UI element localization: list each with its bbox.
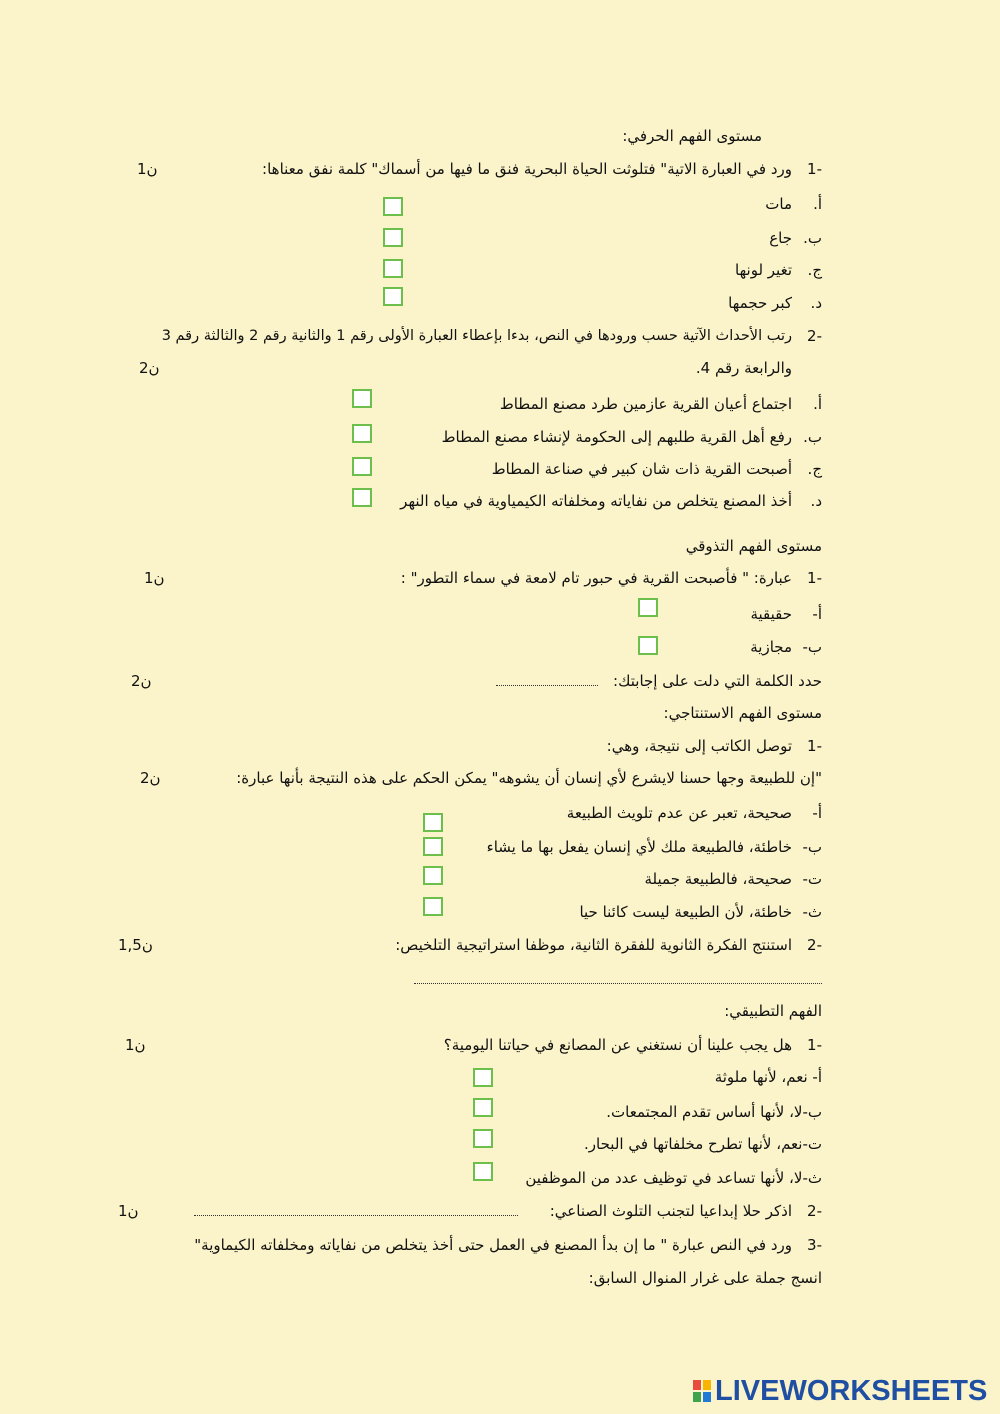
s4-q1-option-text: أ- نعم، لأنها ملوثة [714,1068,822,1086]
q1-number: -1 [807,160,822,178]
liveworksheets-logo [693,1376,993,1406]
q2-option-text: اجتماع أعيان القرية عازمين طرد مصنع المطاط [499,395,792,413]
section-heading-literal: مستوى الفهم الحرفي: [622,127,762,145]
s4-q1-points: 1ن [125,1036,146,1054]
s4-q1-option-text: ت-نعم، لأنها تطرح مخلفاتها في البحار. [584,1135,822,1153]
q2-text: رتب الأحداث الآتية حسب ورودها في النص، بدءا بإعطاء العبارة الأولى رقم 1 والثانية رقم 2 والثالثة رقم 3 [161,328,792,344]
s3-q1-points: 2ن [140,769,161,787]
s4-q1-number: -1 [807,1036,822,1054]
s4-q3-instruction: انسج جملة على غرار المنوال السابق: [588,1269,822,1287]
s2-q1-option-a-checkbox[interactable] [638,598,658,617]
s3-q2-text: استنتج الفكرة الثانوية للفقرة الثانية، موظفا استراتيجية التلخيص: [395,936,792,954]
s4-q2-answer-line[interactable] [194,1215,518,1216]
q2-option-letter: أ. [813,395,822,413]
s3-q1-quote: "إن للطبيعة وجها حسنا لايشرع لأي إنسان أن يشوهه" يمكن الحكم على هذه النتيجة بأنها عبارة: [236,769,822,787]
s3-q1-option-text: صحيحة، تعبر عن عدم تلويث الطبيعة [566,804,792,822]
q2-points: 2ن [139,359,160,377]
brand-name: LIVEWORKSHEETS [715,1375,988,1407]
q1-option-c-checkbox[interactable] [383,259,403,278]
s2-q1-option-letter: ب- [802,638,822,656]
s3-q2-number: -2 [807,936,822,954]
s4-q1-option-text: ب-لا، لأنها أساس تقدم المجتمعات. [606,1103,822,1121]
s4-q1-option-d-checkbox[interactable] [473,1162,493,1181]
q1-option-d-checkbox[interactable] [383,287,403,306]
section-heading-applied: الفهم التطبيقي: [724,1002,822,1020]
s3-q1-option-c-checkbox[interactable] [423,866,443,885]
s4-q1-option-c-checkbox[interactable] [473,1129,493,1148]
q1-option-letter: د. [810,294,822,312]
s2-q1-option-b-checkbox[interactable] [638,636,658,655]
s4-q2-text: اذكر حلا إبداعيا لتجنب التلوث الصناعي: [549,1202,792,1220]
s2-q1-points: 1ن [144,569,165,587]
q1-option-letter: ب. [803,229,822,247]
q1-option-b-checkbox[interactable] [383,228,403,247]
s3-q2-points: 1,5ن [118,936,153,954]
s3-q1-option-text: صحيحة، فالطبيعة جميلة [644,870,792,888]
q2-option-letter: ب. [803,428,822,446]
s4-q1-option-b-checkbox[interactable] [473,1098,493,1117]
s3-q1-option-text: خاطئة، لأن الطبيعة ليست كائنا حيا [579,903,792,921]
s3-q1-option-letter: أ- [812,804,822,822]
section-heading-inferential: مستوى الفهم الاستنتاجي: [663,704,822,722]
q1-option-text: تغير لونها [735,261,792,279]
q1-option-text: مات [765,195,792,213]
s3-q1-option-text: خاطئة، فالطبيعة ملك لأي إنسان يفعل بها ما يشاء [486,838,792,856]
q2-option-text: أصبحت القرية ذات شان كبير في صناعة المطاط [491,460,792,478]
s4-q1-text: هل يجب علينا أن نستغني عن المصانع في حياتنا اليومية؟ [443,1036,792,1054]
q1-option-letter: أ. [813,195,822,213]
s4-q1-option-a-checkbox[interactable] [473,1068,493,1087]
s2-q2-points: 2ن [131,672,152,690]
s3-q1-option-a-checkbox[interactable] [423,813,443,832]
s2-q1-option-text: حقيقية [750,605,792,623]
s3-q1-option-letter: ب- [802,838,822,856]
s3-q1-option-letter: ث- [802,903,822,921]
s4-q3-number: -3 [807,1236,822,1254]
s2-q2-text: حدد الكلمة التي دلت على إجابتك: [613,672,822,690]
q2-option-text: رفع أهل القرية طلبهم إلى الحكومة لإنشاء مصنع المطاط [441,428,792,446]
s4-q2-points: 1ن [118,1202,139,1220]
s4-q3-text: ورد في النص عبارة " ما إن بدأ المصنع في العمل حتى أخذ يتخلص من نفاياته ومخلفاته الكيماوية" [194,1236,792,1254]
q1-points: 1ن [137,160,158,178]
section-heading-aesthetic: مستوى الفهم التذوقي [685,537,822,555]
s4-q1-option-text: ث-لا، لأنها تساعد في توظيف عدد من الموظفين [525,1169,822,1187]
q2-option-letter: ج. [807,460,822,478]
s2-q2-answer-line[interactable] [496,685,598,686]
q2-option-c-checkbox[interactable] [352,457,372,476]
s3-q1-option-b-checkbox[interactable] [423,837,443,856]
q2-text-continued: والرابعة رقم 4. [695,359,792,377]
s2-q1-option-letter: أ- [812,605,822,623]
s3-q2-answer-line[interactable] [414,983,822,984]
q1-option-letter: ج. [807,261,822,279]
q1-text: ورد في العبارة الاتية" فتلوثت الحياة البحرية فنق ما فيها من أسماك" كلمة نفق معناها: [262,160,792,178]
q1-option-text: جاع [769,229,792,247]
s4-q2-number: -2 [807,1202,822,1220]
q2-option-text: أخذ المصنع يتخلص من نفاياته ومخلفاته الكيمياوية في مياه النهر [400,492,792,510]
s2-q1-number: -1 [807,569,822,587]
q2-option-b-checkbox[interactable] [352,424,372,443]
liveworksheets-logo-icon [693,1380,711,1402]
q2-option-d-checkbox[interactable] [352,488,372,507]
q1-option-a-checkbox[interactable] [383,197,403,216]
s2-q1-option-text: مجازية [750,638,792,656]
q2-option-letter: د. [810,492,822,510]
s2-q1-text: عبارة: " فأصبحت القرية في حبور تام لامعة في سماء التطور" : [400,569,792,587]
s3-q1-number: -1 [807,737,822,755]
s3-q1-text: توصل الكاتب إلى نتيجة، وهي: [606,737,792,755]
q2-option-a-checkbox[interactable] [352,389,372,408]
s3-q1-option-letter: ت- [802,870,822,888]
q2-number: -2 [807,327,822,345]
q1-option-text: كبر حجمها [728,294,792,312]
s3-q1-option-d-checkbox[interactable] [423,897,443,916]
